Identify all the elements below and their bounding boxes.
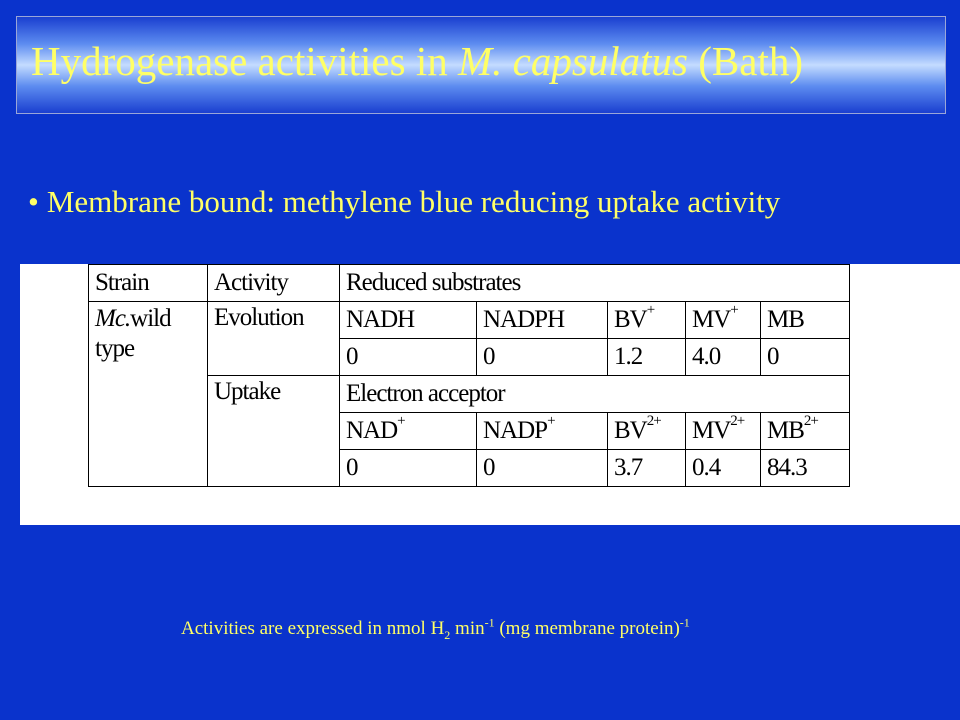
header-electron-acceptor: Electron acceptor [340,376,850,413]
acceptor-cell: $MV^{2+}$ [686,413,761,450]
strain-cell [89,302,208,487]
header-activity: Activity [208,265,340,302]
strain-type: type [95,335,135,362]
value-cell: 3.7 [608,450,686,487]
title-prefix: Hydrogenase activities in [31,38,458,84]
hydrogenase-activity-table [88,264,850,487]
substrate-cell: NADPH [477,302,608,339]
value-cell: 4.0 [686,339,761,376]
value-cell: 0 [340,339,477,376]
title-suffix: (Bath) [688,38,804,84]
bullet-point [28,186,780,217]
table-header-row [89,265,850,302]
header-strain: Strain [89,265,208,302]
activity-uptake: Uptake [208,376,340,487]
substrate-cell: MV+ [686,302,761,339]
acceptor-cell: NADP+ [477,413,608,450]
slide-title [31,38,804,84]
bullet-text: Membrane bound: methylene blue reducing uptake activity [46,184,781,219]
title-bar [16,16,946,114]
value-cell: 0 [477,339,608,376]
table-panel [20,264,960,525]
acceptor-cell: $BV^{2+}$ [608,413,686,450]
value-cell: 1.2 [608,339,686,376]
value-cell: 0 [340,450,477,487]
value-cell: 84.3 [761,450,850,487]
value-cell: 0.4 [686,450,761,487]
units-footnote: Activities are expressed in nmol $H_2$ $\min^{-1} (mg$ membrane protein)$^{-1}$ [181,615,690,642]
header-reduced-substrates: Reduced substrates [340,265,850,302]
activity-evolution: Evolution [208,302,340,376]
bullet-icon: • [28,184,39,219]
table-row [89,302,850,339]
acceptor-cell: $MB^{2+}$ [761,413,850,450]
value-cell: 0 [761,339,850,376]
strain-abbr: Mc. [95,305,131,332]
substrate-cell: NADH [340,302,477,339]
strain-wild: wild [130,305,171,332]
acceptor-cell: NAD+ [340,413,477,450]
substrate-cell: MB [761,302,850,339]
substrate-cell: BV+ [608,302,686,339]
value-cell: 0 [477,450,608,487]
title-species: M. capsulatus [457,38,689,84]
